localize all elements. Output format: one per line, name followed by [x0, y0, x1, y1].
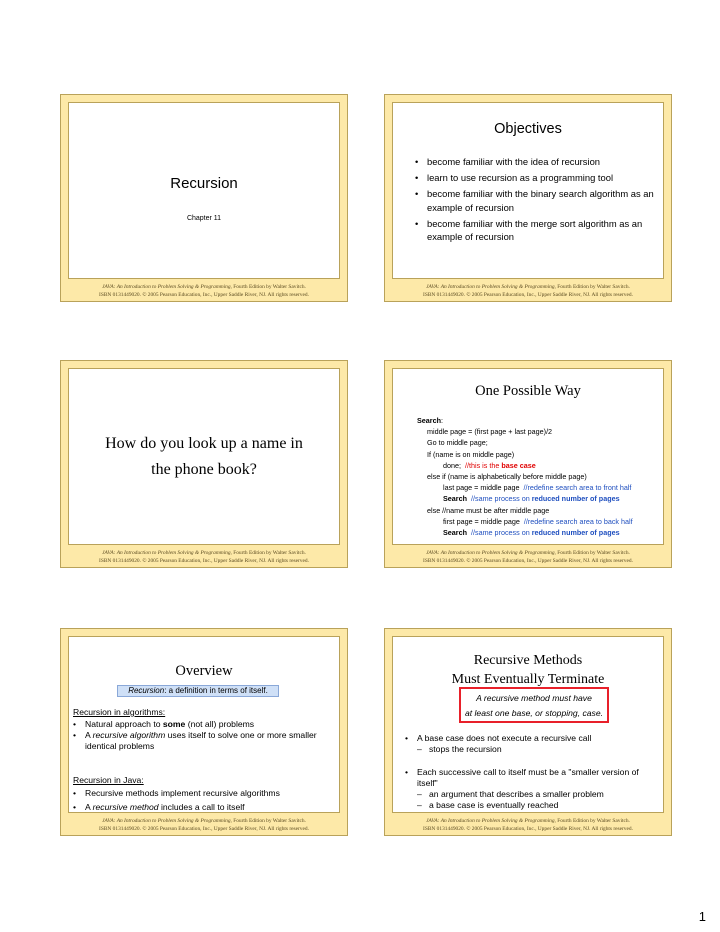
colon: : [440, 416, 443, 425]
footer-book-title: JAVA: An Introduction to Problem Solving & Programming [426, 284, 555, 290]
list-item: • become familiar with the binary search algorithm as an example of recursion [415, 187, 664, 213]
slide-content [392, 636, 664, 813]
code-line [417, 493, 633, 504]
bullet-text: • A base case does not execute a recursive call [417, 733, 592, 743]
list-item [405, 733, 661, 755]
text: A [85, 730, 93, 740]
definition-term: Recursion [128, 686, 165, 695]
search-keyword: Search [443, 528, 467, 538]
slide-must-terminate [384, 628, 672, 836]
footer-edition: , Fourth Edition by Walter Savitch. [554, 284, 630, 290]
algorithms-list [73, 719, 327, 752]
emphasis: recursive algorithm [92, 730, 166, 740]
slide-footer [385, 817, 671, 833]
slide-one-possible-way [384, 360, 672, 568]
footer-book-title: JAVA: An Introduction to Problem Solving & Programming [102, 284, 231, 290]
termination-list [405, 733, 661, 811]
list-item: • become familiar with the idea of recursion [415, 155, 664, 168]
box-line: at least one base, or stopping, case. [464, 708, 604, 718]
sub-item: – a base case is eventually reached [405, 800, 661, 811]
footer-copyright: ISBN 0131449020. © 2005 Pearson Education, Inc., Upper Saddle River, NJ. All rights reserved. [99, 292, 309, 298]
comment-text: //this is the [465, 460, 500, 470]
slide-footer [61, 283, 347, 299]
slide-footer [385, 283, 671, 299]
slide-objectives [384, 94, 672, 302]
highlight-box [459, 687, 609, 723]
footer-book-title: JAVA: An Introduction to Problem Solving & Programming [102, 818, 231, 824]
bullet-text: • Each successive call to itself must be a "smaller version of itself" [417, 767, 639, 788]
footer-copyright: ISBN 0131449020. © 2005 Pearson Education, Inc., Upper Saddle River, NJ. All rights reserved. [99, 826, 309, 832]
title-line: How do you look up a name in [105, 435, 303, 452]
footer-edition: , Fourth Edition by Walter Savitch. [554, 818, 630, 824]
comment-text: //same process on [470, 528, 530, 538]
comment-emphasis: reduced number of pages [531, 494, 620, 504]
text: Natural approach to [85, 719, 163, 729]
list-item [73, 730, 327, 752]
slide-content [68, 368, 340, 545]
text: A [85, 802, 93, 812]
code-line [417, 415, 633, 426]
slide-title: Overview [175, 663, 233, 679]
slide-content [68, 102, 340, 279]
slide-recursion-title [60, 94, 348, 302]
objectives-list [415, 155, 664, 243]
list-item: • Recursive methods implement recursive algorithms [73, 788, 327, 799]
title-line: the phone book? [151, 461, 257, 478]
slide-footer [61, 817, 347, 833]
title-line: Recursive Methods [473, 653, 583, 668]
pseudocode-block [417, 415, 633, 538]
comment-recursive-call [471, 494, 620, 503]
footer-copyright: ISBN 0131449020. © 2005 Pearson Education, Inc., Upper Saddle River, NJ. All rights reserved. [423, 826, 633, 832]
title-line: Must Eventually Terminate [451, 672, 605, 687]
code-line: else if (name is alphabetically before middle page) [427, 472, 587, 482]
list-item: • learn to use recursion as a programming tool [415, 171, 664, 184]
slide-title: Recursion [170, 175, 238, 192]
slide-content [392, 102, 664, 279]
box-line: A recursive method must have [476, 693, 592, 703]
list-item [73, 719, 327, 730]
footer-copyright: ISBN 0131449020. © 2005 Pearson Education, Inc., Upper Saddle River, NJ. All rights reserved. [99, 558, 309, 564]
definition-text: : a definition in terms of itself. [164, 686, 268, 695]
code-line: If (name is on middle page) [427, 449, 515, 459]
code-text: first page = middle page [443, 516, 520, 526]
list-item [73, 802, 327, 813]
comment-emphasis: reduced number of pages [531, 528, 620, 538]
comment-back-half: //redefine search area to back half [523, 516, 633, 526]
search-keyword: Search [443, 494, 467, 504]
definition-box [117, 685, 279, 697]
slide-content [392, 368, 664, 545]
list-item: • become familiar with the merge sort algorithm as an example of recursion [415, 217, 664, 243]
code-line: Go to middle page; [427, 438, 488, 448]
slide-phone-book [60, 360, 348, 568]
footer-edition: , Fourth Edition by Walter Savitch. [230, 818, 306, 824]
list-item [405, 767, 661, 811]
slide-footer [61, 549, 347, 565]
sub-item: – stops the recursion [405, 744, 661, 755]
comment-front-half: //redefine search area to front half [523, 483, 632, 493]
sub-item: – an argument that describes a smaller problem [405, 789, 661, 800]
search-keyword: Search [417, 416, 441, 425]
comment-emphasis: base case [501, 460, 536, 470]
footer-edition: , Fourth Edition by Walter Savitch. [554, 550, 630, 556]
emphasis: some [162, 719, 186, 729]
slide-content [68, 636, 340, 813]
slide-title [393, 651, 663, 689]
code-line: middle page = (first page + last page)/2 [427, 427, 553, 437]
code-line [417, 516, 633, 527]
footer-copyright: ISBN 0131449020. © 2005 Pearson Education, Inc., Upper Saddle River, NJ. All rights reserved. [423, 558, 633, 564]
slide-title: Objectives [494, 121, 562, 137]
footer-copyright: ISBN 0131449020. © 2005 Pearson Education, Inc., Upper Saddle River, NJ. All rights reserved. [423, 292, 633, 298]
section-heading-algorithms: Recursion in algorithms: [73, 707, 166, 717]
code-text: done; [443, 460, 461, 470]
footer-book-title: JAVA: An Introduction to Problem Solving & Programming [426, 818, 555, 824]
footer-edition: , Fourth Edition by Walter Savitch. [230, 550, 306, 556]
footer-edition: , Fourth Edition by Walter Savitch. [230, 284, 306, 290]
slide-title: One Possible Way [475, 383, 581, 399]
text: includes a call to itself [158, 802, 245, 812]
comment-base-case [465, 461, 536, 470]
footer-book-title: JAVA: An Introduction to Problem Solving & Programming [102, 550, 231, 556]
slide-title [69, 431, 339, 483]
comment-recursive-call [471, 528, 620, 537]
code-line [417, 527, 633, 538]
page-number: 1 [698, 909, 706, 924]
text: (not all) problems [185, 719, 255, 729]
section-heading-java: Recursion in Java: [73, 775, 144, 785]
slide-subtitle: Chapter 11 [186, 215, 222, 222]
code-text: last page = middle page [443, 483, 520, 493]
emphasis: recursive method [92, 802, 159, 812]
java-list [73, 788, 327, 813]
text: uses itself to solve one or more smaller identical problems [85, 730, 317, 751]
slide-footer [385, 549, 671, 565]
code-line: else //name must be after middle page [427, 505, 550, 515]
code-line [417, 460, 633, 471]
slide-overview [60, 628, 348, 836]
footer-book-title: JAVA: An Introduction to Problem Solving & Programming [426, 550, 555, 556]
code-line [417, 482, 633, 493]
comment-text: //same process on [470, 494, 530, 504]
